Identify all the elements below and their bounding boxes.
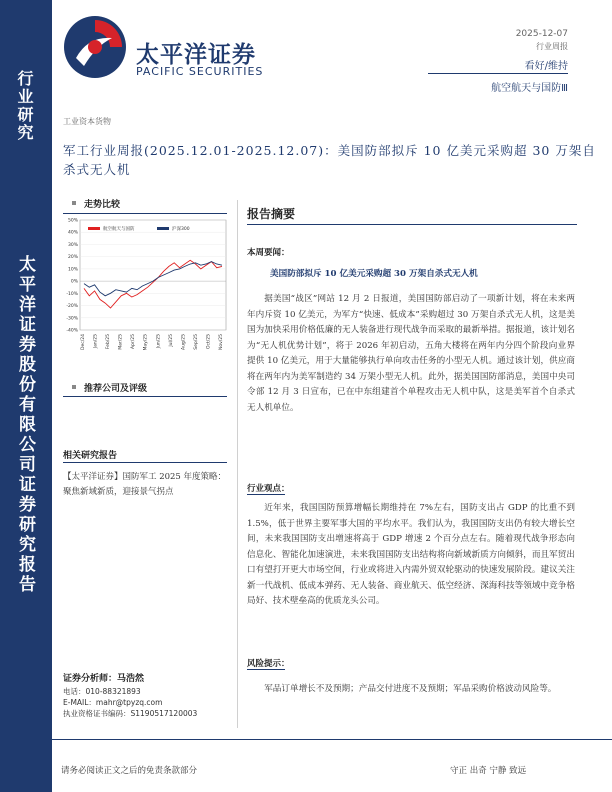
summary-title: 报告摘要	[247, 207, 296, 221]
x-tick-label: May/25	[143, 334, 149, 351]
recommend-title: 推荐公司及评级	[84, 384, 148, 394]
legend-label-defense: 航空航天与国防	[103, 227, 135, 232]
bullet-icon	[72, 385, 76, 389]
y-tick-label: -20%	[66, 304, 78, 310]
x-tick-label: Apr/25	[131, 334, 137, 350]
view-title: 行业观点：	[247, 484, 290, 494]
risk-underline	[247, 669, 285, 670]
sidebar-label-bottom: 太平洋证券股份有限公司证券研究报告	[15, 255, 35, 595]
brand-name-en: PACIFIC SECURITIES	[136, 65, 264, 78]
y-tick-label: 20%	[67, 255, 78, 261]
brand-name-cn: 太平洋证券	[136, 42, 256, 68]
y-tick-label: 10%	[67, 267, 78, 273]
y-tick-label: -30%	[66, 316, 78, 322]
column-divider	[237, 200, 238, 728]
trend-chart	[60, 218, 232, 360]
chart-frame	[80, 220, 226, 330]
header-divider	[428, 73, 568, 74]
x-tick-label: Sep/25	[193, 334, 199, 350]
related-report[interactable]: 【太平洋证券】国防军工 2025 年度策略：聚焦新域新质，迎接景气拐点	[63, 472, 227, 497]
news-headline: 美国防部拟斥 10 亿美元采购超 30 万架自杀式无人机	[270, 269, 478, 279]
y-tick-label: -10%	[66, 291, 78, 297]
industry-category: 工业资本货物	[63, 117, 111, 126]
y-tick-labels	[66, 218, 78, 334]
risk-paragraph: 军品订单增长不及预期；产品交付进度不及预期；军品采购价格波动风险等。	[264, 684, 557, 694]
trend-divider	[63, 213, 227, 214]
x-tick-labels	[80, 334, 224, 351]
report-type: 行业周报	[536, 42, 568, 51]
legend-swatch-defense	[88, 227, 100, 230]
report-date: 2025-12-07	[515, 29, 568, 39]
related-title: 相关研究报告	[63, 451, 118, 461]
footer-disclaimer: 请务必阅读正文之后的免责条款部分	[61, 766, 198, 776]
analyst-email[interactable]: E-MAIL：mahr@tpyzq.com	[63, 698, 163, 707]
trend-title: 走势比较	[84, 200, 121, 210]
brand-logo-icon	[62, 14, 128, 80]
news-paragraph: 据美国“战区”网站 12 月 2 日报道，美国国防部启动了一项新计划，将在未来两年内斥资 10 亿美元，为军方“快速、低成本”采购超过 30 万架自杀式无人机，这是美国为加快采用价格低廉的无人装备进行现代战争而采取的最新举措。据报道，该计划名为“无人机优势计划”，将于 2026 年初启动，五角大楼将在两年内分四个阶段向业界提供 10 亿美元，用于大量能够执行单向攻击任务的小型无人机。通过该计划，供应商将在两年内为美军制造约 34 万架小型无人机。此外，据美国国防部消息，美国中央司令部 12 月 3 日宣布，已在中东组建首个单程攻击无人机中队，这是美军首个自杀式无人机单位。	[247, 294, 575, 413]
y-tick-label: 30%	[67, 242, 78, 248]
analyst-cert: 执业资格证书编码：S1190517120003	[63, 709, 198, 718]
recommend-divider	[63, 396, 227, 397]
footer-motto: 守正 出奇 宁静 致远	[450, 766, 527, 776]
x-tick-label: Nov/25	[219, 334, 224, 351]
report-title: 军工行业周报(2025.12.01-2025.12.07)：美国防部拟斥 10 亿美元采购超 30 万架自杀式无人机	[63, 143, 596, 177]
y-tick-label: 50%	[67, 218, 78, 224]
legend-label-csi300: 沪深300	[172, 227, 190, 232]
x-tick-label: Feb/25	[106, 334, 112, 350]
x-tick-label: Oct/25	[206, 334, 212, 350]
summary-divider	[247, 224, 577, 225]
y-tick-label: 40%	[67, 230, 78, 236]
sidebar-label-top: 行业研究	[15, 70, 34, 142]
related-divider	[63, 462, 227, 463]
x-tick-label: Mar/25	[118, 334, 124, 350]
footer-divider	[52, 739, 612, 740]
view-underline	[247, 494, 285, 495]
x-tick-label: Jun/25	[156, 334, 162, 349]
risk-title: 风险提示：	[247, 659, 290, 669]
sector: 航空航天与国防Ⅲ	[491, 83, 568, 94]
x-tick-label: Dec/24	[81, 334, 86, 350]
rating: 看好/维持	[524, 61, 568, 72]
x-tick-label: Aug/25	[181, 334, 187, 351]
bullet-icon	[72, 201, 76, 205]
y-tick-label: -40%	[66, 328, 78, 334]
y-tick-label: 0%	[70, 279, 78, 285]
analyst-name: 证券分析师：马浩然	[63, 674, 145, 684]
analyst-phone: 电话：010-88321893	[63, 687, 141, 696]
x-tick-label: Jan/25	[93, 334, 99, 349]
news-title: 本周要闻：	[247, 248, 290, 258]
x-tick-label: Jul/25	[168, 334, 174, 347]
legend-swatch-csi300	[157, 227, 169, 230]
view-paragraph: 近年来，我国国防预算增幅长期维持在 7%左右，国防支出占 GDP 的比重不到 1.5%，低于世界主要军事大国的平均水平。我们认为，我国国防支出仍有较大增长空间，未来我国国防支出增速将高于 GDP 增速 2 个百分点左右。随着现代战争形态向信息化、智能化加速演进，未来我国国防支出结构将向新域新质方向倾斜，而且军贸出口有望打开更大市场空间，行业或将进入内需外贸双轮驱动的快速发展阶段。建议关注新一代战机、低成本弹药、无人装备、商业航天、低空经济、深海科技等领域中竞争格局好、技术壁垒高的优质龙头公司。	[247, 503, 575, 606]
